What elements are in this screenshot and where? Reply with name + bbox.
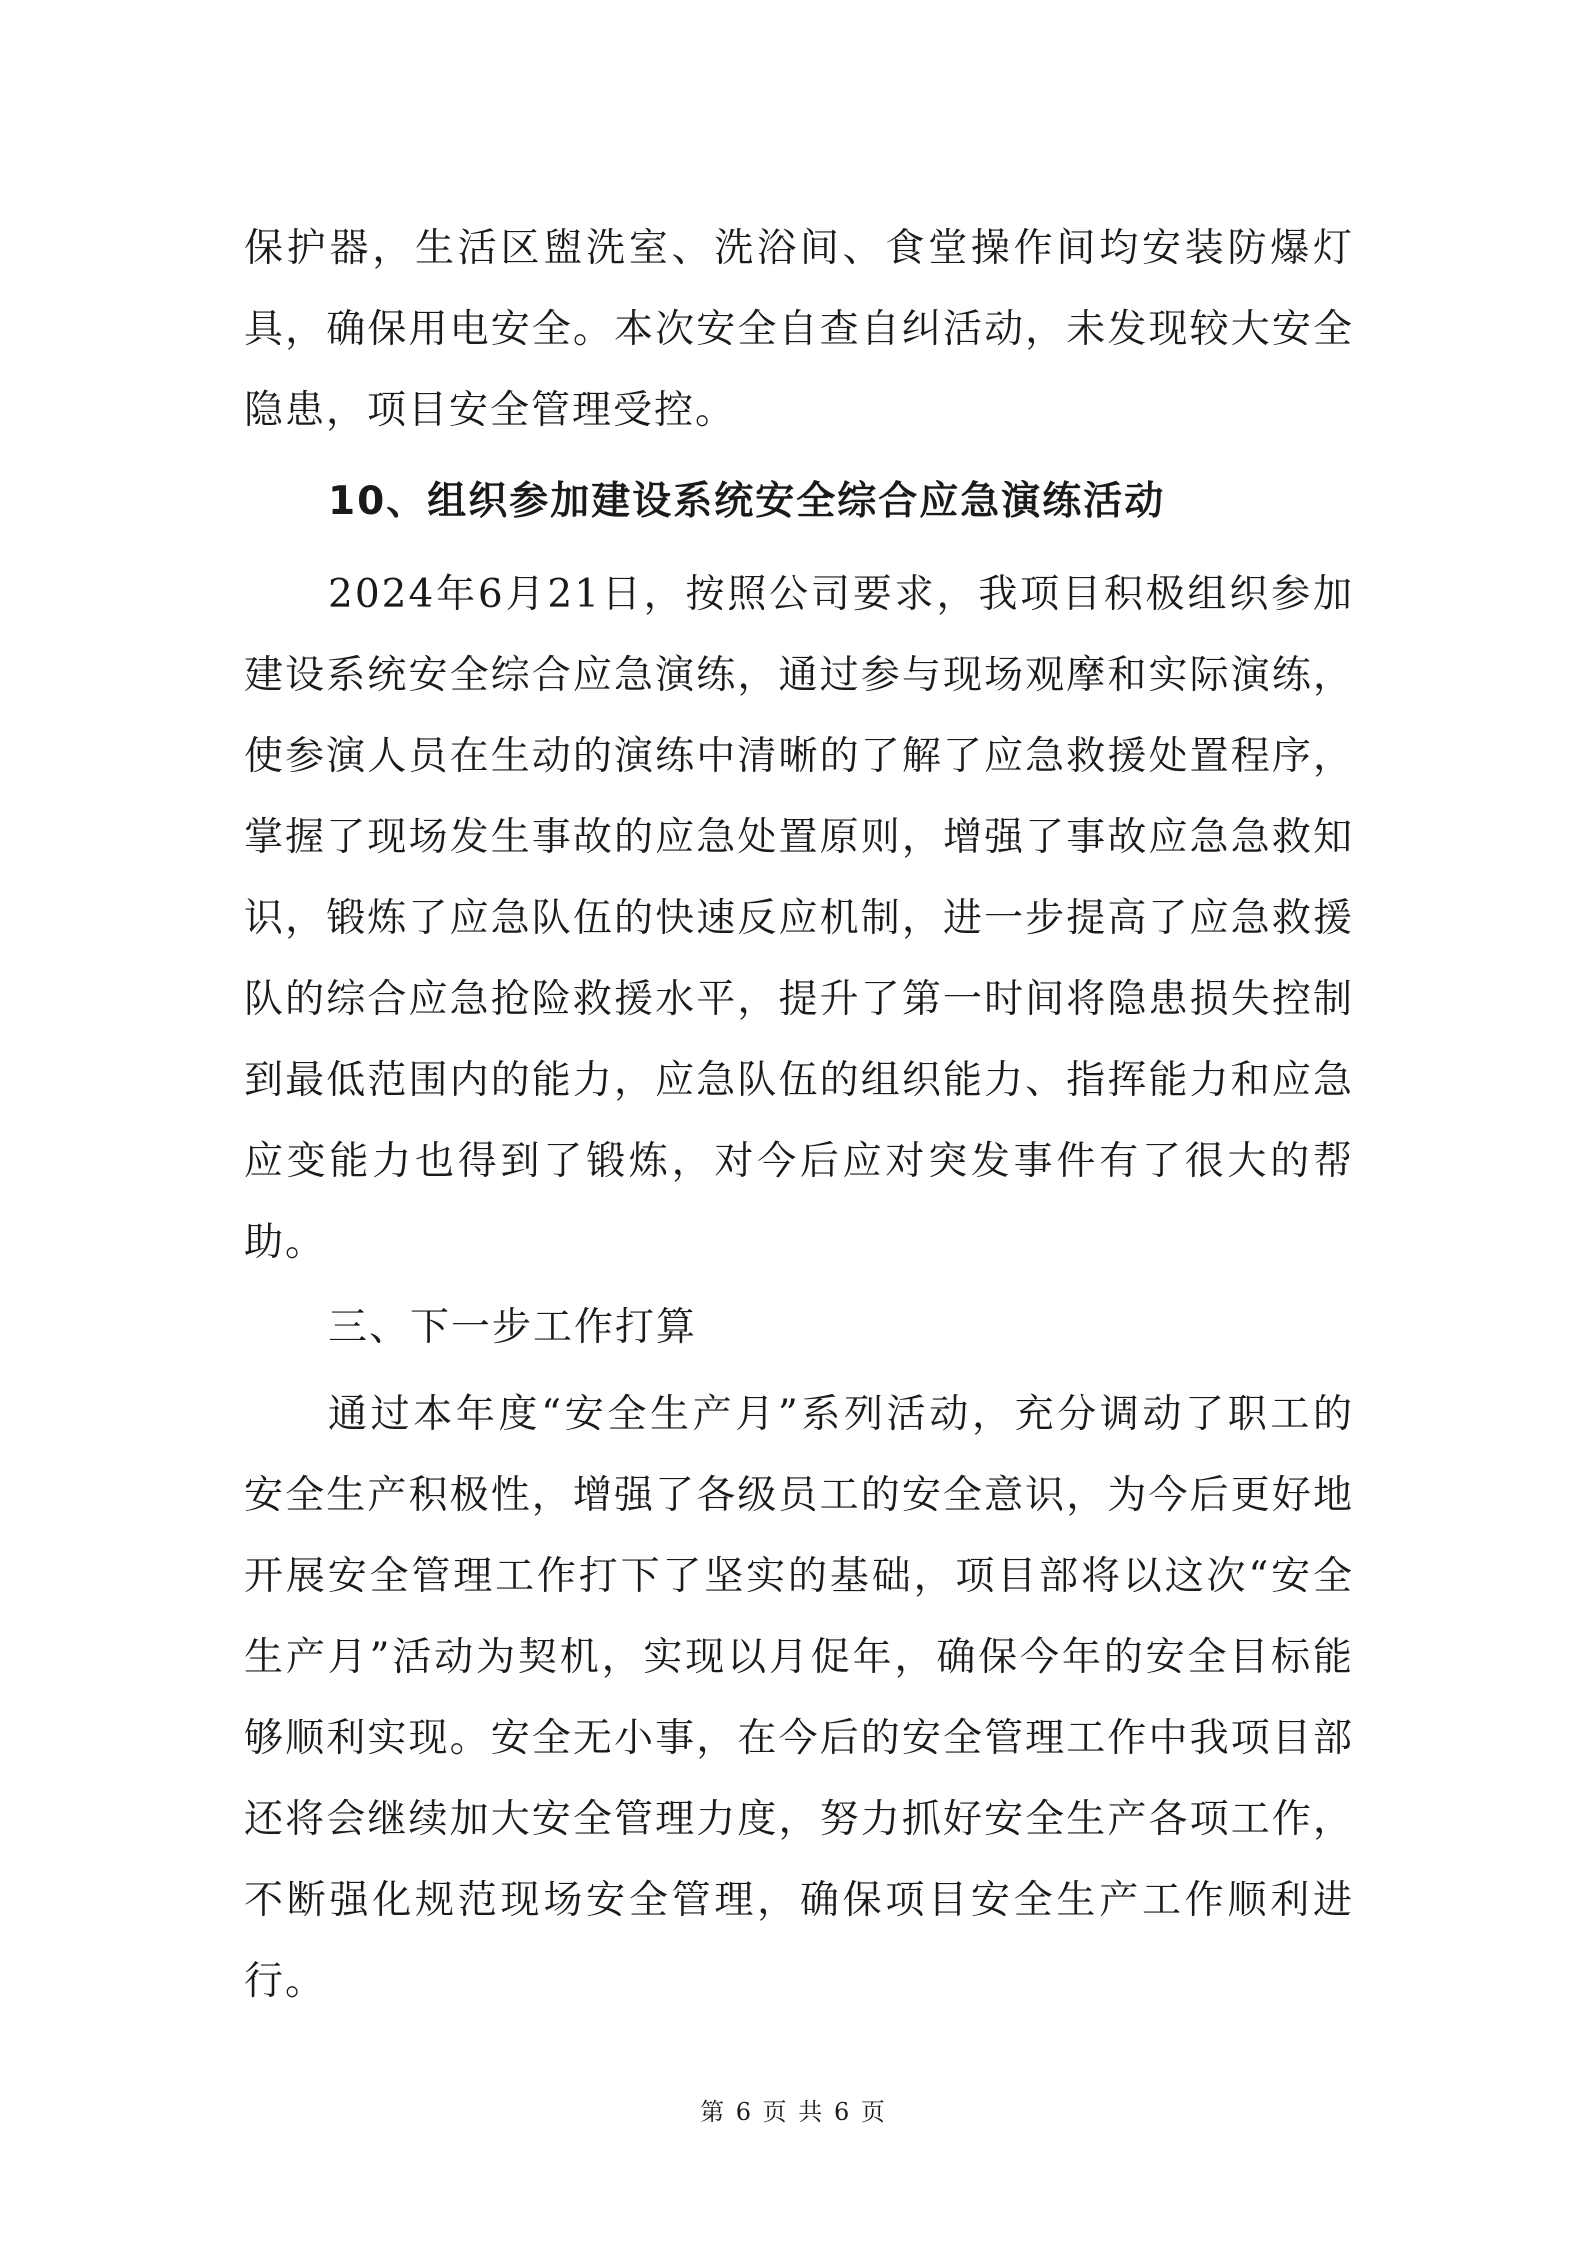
section-3-paragraph: 通过本年度“安全生产月”系列活动，充分调动了职工的安全生产积极性，增强了各级员工的安全意识，为今后更好地开展安全管理工作打下了坚实的基础，项目部将以这次“安全生产月”活动为契机，实现以月促年，确保今年的安全目标能够顺利实现。安全无小事，在今后的安全管理工作中我项目部还将会继续加大安全管理力度，努力抓好安全生产各项工作，不断强化规范现场安全管理，确保项目安全生产工作顺利进行。 — [244, 1392, 1354, 2004]
document-body — [244, 208, 1354, 2022]
paragraph-continued: 保护器，生活区盥洗室、洗浴间、食堂操作间均安装防爆灯具，确保用电安全。本次安全自查自纠活动，未发现较大安全隐患，项目安全管理受控。 — [244, 226, 1354, 433]
section-10-paragraph: 2024年6月21日，按照公司要求，我项目积极组织参加建设系统安全综合应急演练，通过参与现场观摩和实际演练，使参演人员在生动的演练中清晰的了解了应急救援处置程序，掌握了现场发生事故的应急处置原则，增强了事故应急急救知识，锻炼了应急队伍的快速反应机制，进一步提高了应急救援队的综合应急抢险救援水平，提升了第一时间将隐患损失控制到最低范围内的能力，应急队伍的组织能力、指挥能力和应急应变能力也得到了锻炼，对今后应对突发事件有了很大的帮助。 — [244, 572, 1354, 1265]
section-3-heading: 三、下一步工作打算 — [328, 1305, 698, 1350]
section-10-heading: 10、组织参加建设系统安全综合应急演练活动 — [328, 479, 1166, 524]
page-number-footer: 第 6 页 共 6 页 — [700, 2098, 887, 2126]
